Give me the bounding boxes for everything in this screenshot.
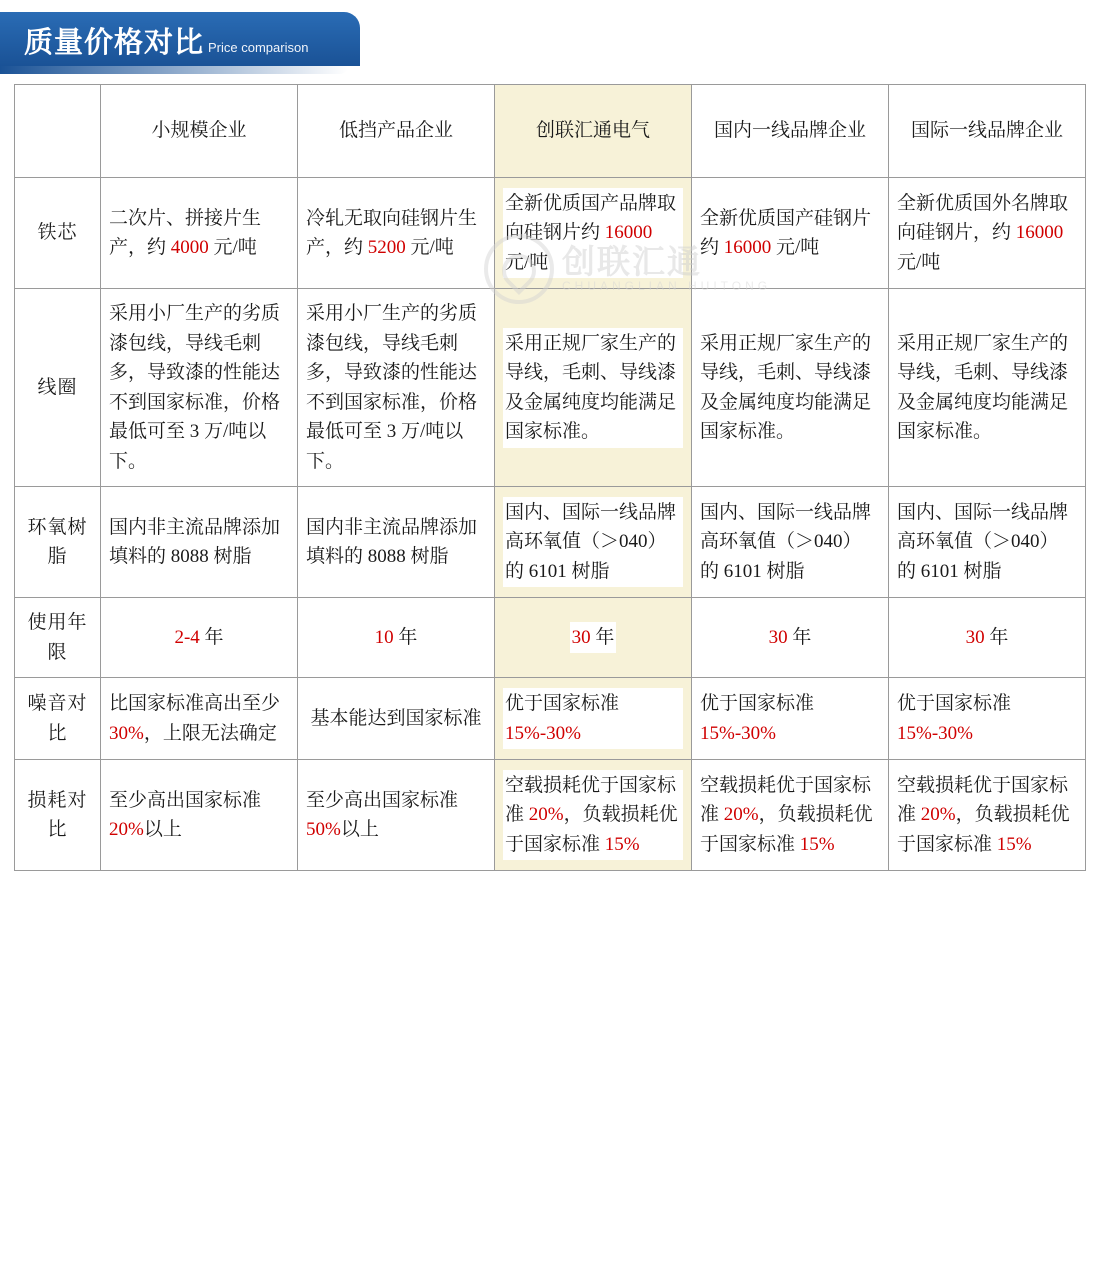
page-subtitle: Price comparison <box>208 40 309 55</box>
cell-r3-c3 <box>692 598 889 678</box>
cell-content: 全新优质国外名牌取向硅钢片，约 16000 元/吨 <box>897 193 1069 273</box>
cell-content: 冷轧无取向硅钢片生产，约 5200 元/吨 <box>306 207 478 259</box>
cell-content: 二次片、拼接片生产，约 4000 元/吨 <box>109 207 262 259</box>
cell-r3-c4 <box>889 598 1086 678</box>
cell-content: 空载损耗优于国家标准 20%，负载损耗优于国家标准 15% <box>700 775 873 855</box>
cell-r2-c1 <box>298 486 495 597</box>
watermark-en: CHUANGLIAN HUITONG <box>562 279 772 294</box>
row-label-4: 噪音对比 <box>15 678 101 760</box>
cell-content: 采用小厂生产的劣质漆包线，导线毛刺多，导致漆的性能达不到国家标准，价格最低可至 3 万/吨以下。 <box>109 303 281 472</box>
column-header-4: 国际一线品牌企业 <box>889 85 1086 178</box>
cell-content: 至少高出国家标准 20%以上 <box>109 789 262 841</box>
comparison-table-wrapper <box>14 84 1086 871</box>
cell-content: 全新优质国产硅钢片约 16000 元/吨 <box>700 207 872 259</box>
page-title: 质量价格对比 <box>24 27 205 59</box>
cell-content: 采用正规厂家生产的导线，毛刺、导线漆及金属纯度均能满足国家标准。 <box>897 332 1069 443</box>
cell-r0-c2 <box>495 178 692 289</box>
column-header-2: 创联汇通电气 <box>495 85 692 178</box>
cell-r5-c2 <box>495 760 692 871</box>
table-row <box>15 178 1086 289</box>
cell-r0-c3 <box>692 178 889 289</box>
table-header-row <box>15 85 1086 178</box>
cell-r5-c3 <box>692 760 889 871</box>
cell-content: 优于国家标准 15%-30% <box>503 688 683 749</box>
cell-content: 优于国家标准 15%-30% <box>700 693 815 744</box>
cell-content: 2-4 年 <box>174 626 224 648</box>
cell-r4-c3 <box>692 678 889 760</box>
cell-content: 采用正规厂家生产的导线，毛刺、导线漆及金属纯度均能满足国家标准。 <box>700 332 872 443</box>
cell-r0-c4 <box>889 178 1086 289</box>
cell-content: 国内、国际一线品牌高环氧值（＞040）的 6101 树脂 <box>503 497 683 587</box>
table-row <box>15 678 1086 760</box>
cell-content: 国内、国际一线品牌高环氧值（＞040）的 6101 树脂 <box>897 501 1069 582</box>
quality-price-comparison-table <box>14 84 1086 871</box>
cell-r1-c4 <box>889 289 1086 487</box>
column-header-1: 低挡产品企业 <box>298 85 495 178</box>
row-label-2: 环氧树脂 <box>15 486 101 597</box>
cell-content: 国内非主流品牌添加填料的 8088 树脂 <box>306 516 478 568</box>
cell-r1-c1 <box>298 289 495 487</box>
cell-content: 30 年 <box>965 626 1009 648</box>
cell-content: 国内非主流品牌添加填料的 8088 树脂 <box>109 516 281 568</box>
watermark-cn: 创联汇通 <box>562 242 702 280</box>
cell-content: 空载损耗优于国家标准 20%，负载损耗优于国家标准 15% <box>897 775 1070 855</box>
column-header-0: 小规模企业 <box>101 85 298 178</box>
cell-r1-c3 <box>692 289 889 487</box>
cell-r1-c0 <box>101 289 298 487</box>
cell-r4-c0 <box>101 678 298 760</box>
cell-r0-c0 <box>101 178 298 289</box>
cell-content: 至少高出国家标准 50%以上 <box>306 789 459 841</box>
table-row <box>15 289 1086 487</box>
cell-content: 采用正规厂家生产的导线，毛刺、导线漆及金属纯度均能满足国家标准。 <box>503 328 683 448</box>
header-title-group <box>24 20 308 61</box>
cell-r4-c4 <box>889 678 1086 760</box>
cell-r3-c0 <box>101 598 298 678</box>
cell-r3-c2 <box>495 598 692 678</box>
cell-content: 国内、国际一线品牌高环氧值（＞040）的 6101 树脂 <box>700 501 872 582</box>
cell-content: 基本能达到国家标准 <box>310 707 482 729</box>
cell-r1-c2 <box>495 289 692 487</box>
cell-r5-c4 <box>889 760 1086 871</box>
cell-r4-c2 <box>495 678 692 760</box>
cell-r2-c2 <box>495 486 692 597</box>
cell-r2-c3 <box>692 486 889 597</box>
cell-content: 空载损耗优于国家标准 20%，负载损耗优于国家标准 15% <box>503 770 683 860</box>
column-header-3: 国内一线品牌企业 <box>692 85 889 178</box>
row-label-5: 损耗对比 <box>15 760 101 871</box>
cell-r3-c1 <box>298 598 495 678</box>
row-label-1: 线圈 <box>15 289 101 487</box>
table-corner-cell <box>15 85 101 178</box>
table-body <box>15 178 1086 871</box>
table-row <box>15 760 1086 871</box>
table-row <box>15 486 1086 597</box>
table-row <box>15 598 1086 678</box>
cell-content: 比国家标准高出至少 30%，上限无法确定 <box>109 693 281 744</box>
cell-r4-c1 <box>298 678 495 760</box>
cell-r5-c0 <box>101 760 298 871</box>
page-header <box>0 0 1100 84</box>
cell-r2-c0 <box>101 486 298 597</box>
cell-r5-c1 <box>298 760 495 871</box>
cell-content: 优于国家标准 15%-30% <box>897 693 1012 744</box>
cell-r2-c4 <box>889 486 1086 597</box>
cell-r0-c1 <box>298 178 495 289</box>
cell-content: 10 年 <box>374 626 418 648</box>
row-label-0: 铁芯 <box>15 178 101 289</box>
cell-content: 采用小厂生产的劣质漆包线，导线毛刺多，导致漆的性能达不到国家标准，价格最低可至 3 万/吨以下。 <box>306 303 478 472</box>
table-header <box>15 85 1086 178</box>
cell-content: 30 年 <box>570 622 617 653</box>
row-label-3: 使用年限 <box>15 598 101 678</box>
cell-content: 30 年 <box>768 626 812 648</box>
cell-content: 全新优质国产品牌取向硅钢片约 16000 元/吨 <box>503 188 683 278</box>
